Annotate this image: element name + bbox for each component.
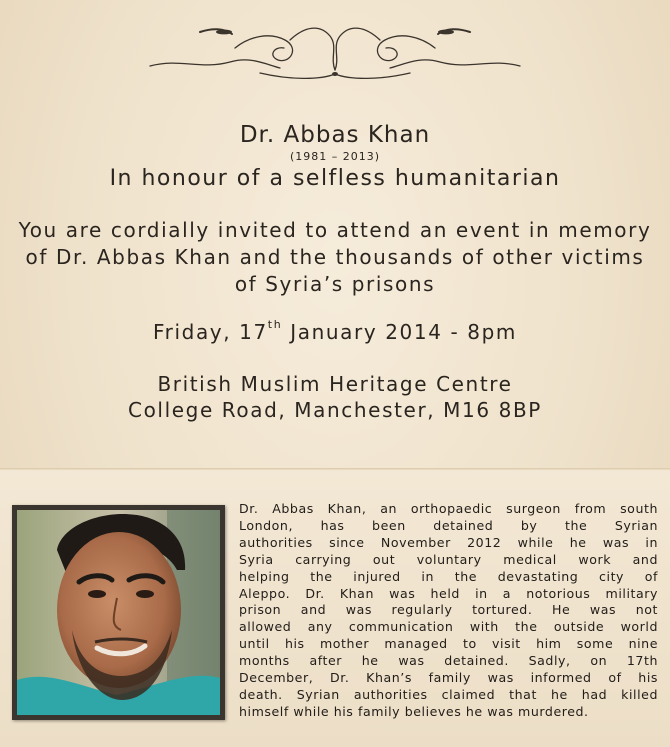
- invitation-line: of Syria’s prisons: [234, 272, 436, 296]
- tagline: In honour of a selfless humanitarian: [109, 166, 561, 191]
- biography-text: [239, 501, 658, 721]
- bio-line: until his mother managed to visit him some nine: [239, 636, 658, 652]
- bio-line: himself while his family believes he was murdered.: [239, 703, 589, 719]
- bio-line: Syria carrying out voluntary medical work and: [239, 551, 658, 567]
- bio-line: authorities since November 2012 while he was in: [239, 534, 658, 550]
- invitation-line: You are cordially invited to attend an event in memory: [18, 218, 652, 242]
- bio-line: Aleppo. Dr. Khan was held in a notorious military: [239, 585, 658, 601]
- event-venue: [0, 371, 670, 423]
- invitation-text: [0, 217, 670, 298]
- event-date-ordinal: th: [267, 318, 283, 331]
- bio-line: London, has been detained by the Syrian: [239, 517, 658, 533]
- flourish-ornament-icon: [140, 18, 530, 88]
- event-date-prefix: Friday, 17: [153, 320, 268, 344]
- biography-section: [0, 471, 670, 747]
- bio-line: death. Syrian authorities claimed that he had killed: [239, 686, 658, 702]
- bio-line: allowed any communication with the outside world: [239, 619, 658, 635]
- bio-line: Dr. Abbas Khan, an orthopaedic surgeon from south: [239, 501, 658, 516]
- invitation-line: of Dr. Abbas Khan and the thousands of other victims: [25, 245, 645, 269]
- bio-line: months after he was detained. Sadly, on 17th: [239, 653, 658, 669]
- honoree-name: Dr. Abbas Khan: [239, 122, 431, 148]
- bio-line: helping the injured in the devastating city of: [239, 568, 658, 584]
- portrait-photo-icon: [17, 510, 220, 715]
- venue-line-1: British Muslim Heritage Centre: [157, 372, 513, 396]
- venue-line-2: College Road, Manchester, M16 8BP: [128, 398, 542, 422]
- bio-line: prison and was regularly tortured. He was not: [239, 602, 658, 618]
- bio-line: December, Dr. Khan’s family was informed of his: [239, 670, 658, 686]
- honoree-years: (1981 – 2013): [289, 150, 381, 163]
- event-date-rest: January 2014 - 8pm: [282, 320, 517, 344]
- event-date: [0, 320, 670, 344]
- photo-frame: [12, 505, 225, 720]
